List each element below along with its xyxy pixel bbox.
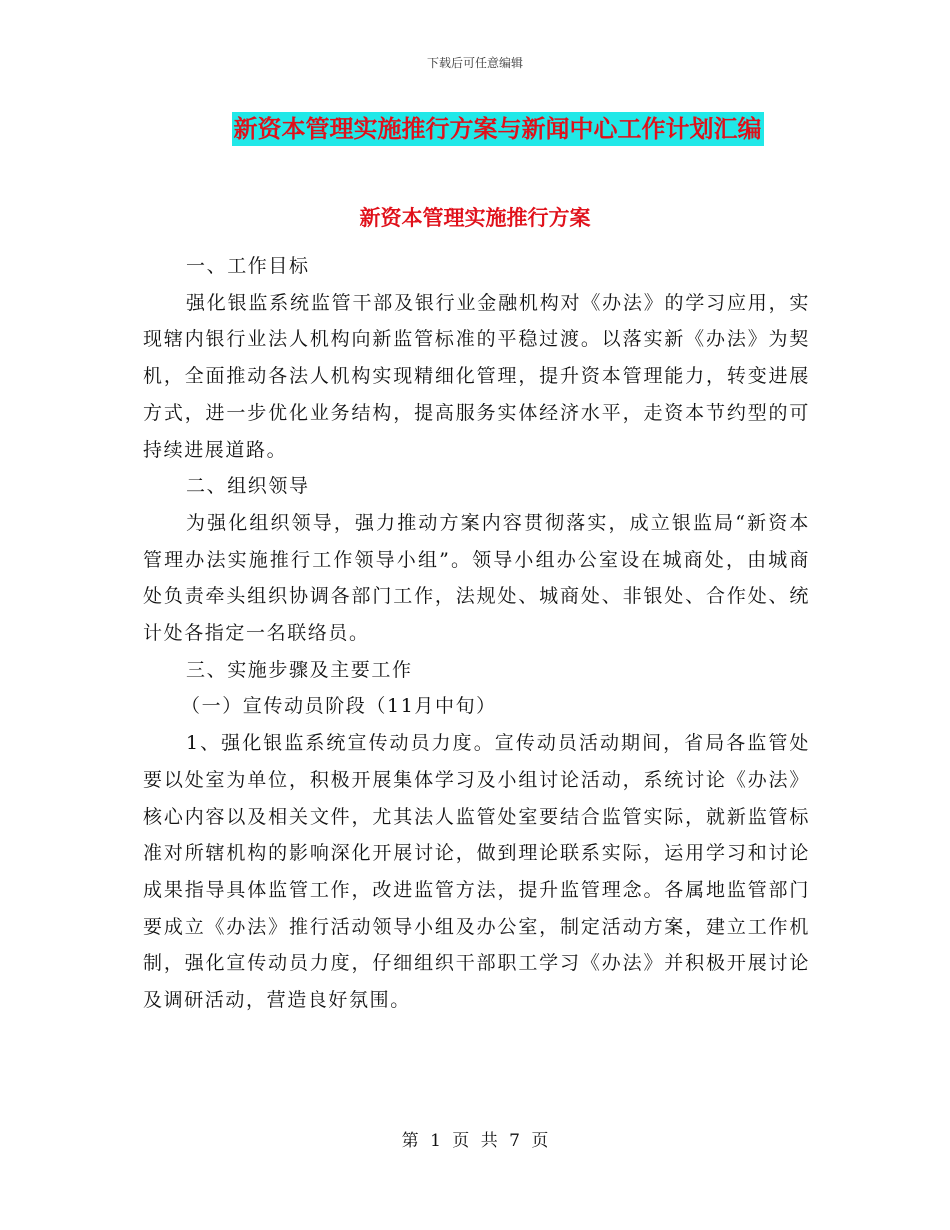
heading-work-goal: 一、工作目标 <box>186 255 310 277</box>
heading-organization: 二、组织领导 <box>186 475 310 498</box>
document-title <box>0 112 950 146</box>
heading-implementation: 三、实施步骤及主要工作 <box>186 658 413 681</box>
page-footer: 第 1 页 共 7 页 <box>401 1131 549 1151</box>
paragraph-work-goal: 强化银监系统监管干部及银行业金融机构对《办法》的学习应用，实现辖内银行业法人机构向新监管标准的平稳过渡。以落实新《办法》为契机，全面推动各法人机构实现精细化管理，提升资本管理能力，转变进展方式，进一步优化业务结构，提高服务实体经济水平，走资本节约型的可持续进展道路。 <box>143 291 810 461</box>
section-title: 新资本管理实施推行方案 <box>359 206 591 230</box>
paragraph-publicity: 1、强化银监系统宣传动员力度。宣传动员活动期间，省局各监管处要以处室为单位，积极开展集体学习及小组讨论活动，系统讨论《办法》核心内容以及相关文件，尤其法人监管处室要结合监管实际，就新监管标准对所辖机构的影响深化开展讨论，做到理论联系实际，运用学习和讨论成果指导具体监管工作，改进监管方法，提升监管理念。各属地监管部门要成立《办法》推行活动领导小组及办公室，制定活动方案，建立工作机制，强化宣传动员力度，仔细组织干部职工学习《办法》并积极开展讨论及调研活动，营造良好氛围。 <box>143 732 810 1012</box>
document-title-text: 新资本管理实施推行方案与新闻中心工作计划汇编 <box>232 112 764 146</box>
paragraph-organization: 为强化组织领导，强力推动方案内容贯彻落实，成立银监局“新资本管理办法实施推行工作领导小组”。领导小组办公室设在城商处，由城商处负责牵头组织协调各部门工作，法规处、城商处、非银处、合作处、统计处各指定一名联络员。 <box>143 511 810 645</box>
subheading-publicity-stage: （一）宣传动员阶段（11月中旬） <box>181 695 497 718</box>
document-body <box>143 248 810 1019</box>
page-header-note: 下载后可任意编辑 <box>426 56 523 70</box>
